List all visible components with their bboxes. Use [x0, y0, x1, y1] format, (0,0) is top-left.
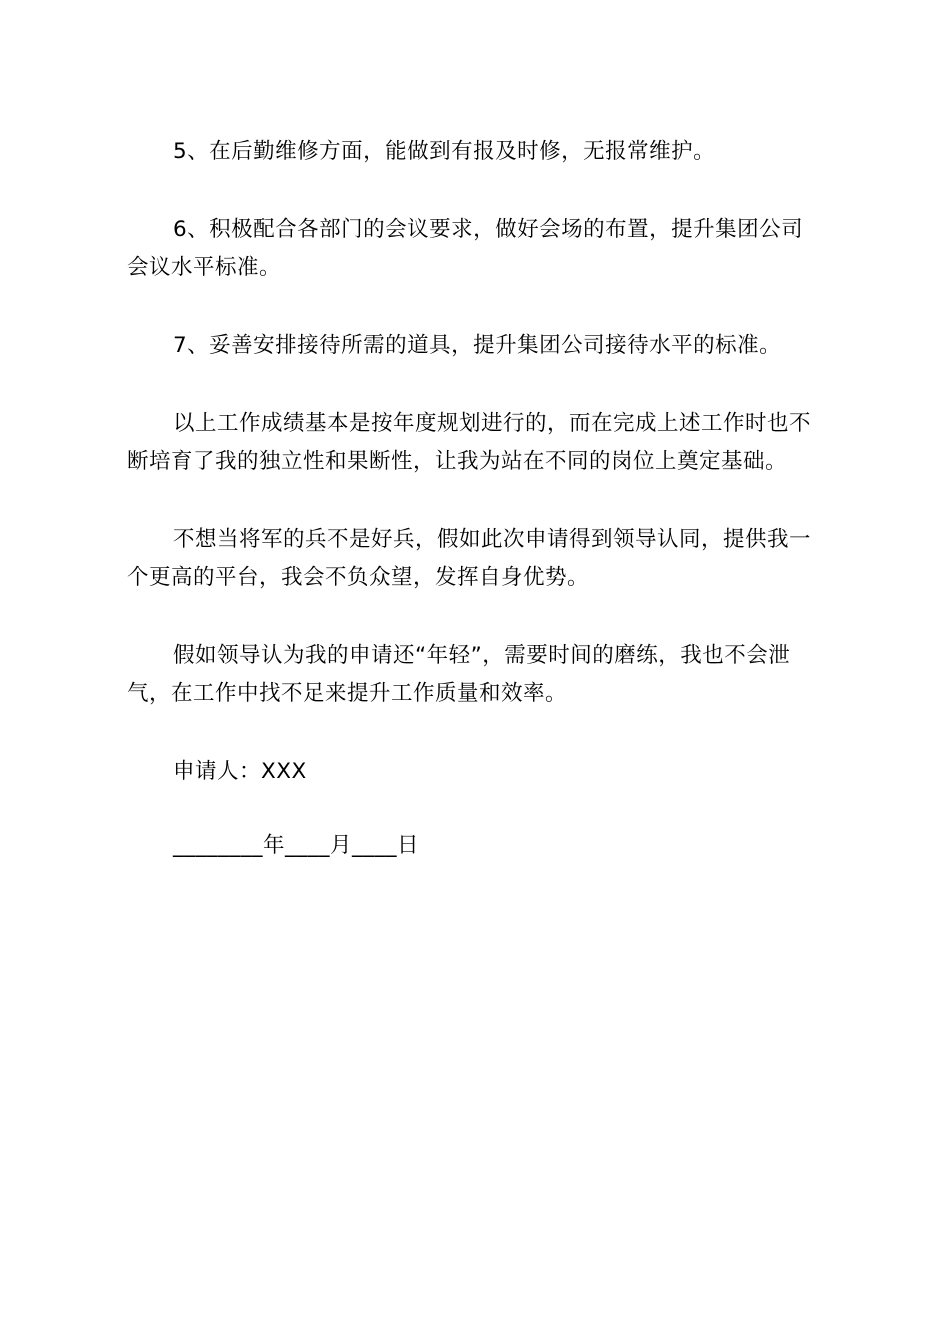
paragraph-commitment: 假如领导认为我的申请还“年轻”，需要时间的磨练，我也不会泄气，在工作中找不足来提升工作质量和效率。: [127, 643, 791, 706]
paragraph-ambition: 不想当将军的兵不是好兵，假如此次申请得到领导认同，提供我一个更高的平台，我会不负众望，发挥自身优势。: [127, 527, 812, 590]
paragraph-item-6: 6、积极配合各部门的会议要求，做好会场的布置，提升集团公司会议水平标准。: [127, 217, 804, 280]
paragraph-summary: 以上工作成绩基本是按年度规划进行的，而在完成上述工作时也不断培育了我的独立性和果断性，让我为站在不同的岗位上奠定基础。: [127, 411, 812, 474]
paragraph-item-5: 5、在后勤维修方面，能做到有报及时修，无报常维护。: [173, 139, 716, 164]
date-line: ________年____月____日: [173, 833, 420, 858]
applicant-line: 申请人：XXX: [173, 759, 307, 784]
paragraph-item-7: 7、妥善安排接待所需的道具，提升集团公司接待水平的标准。: [173, 333, 782, 358]
document-body: [127, 133, 823, 901]
